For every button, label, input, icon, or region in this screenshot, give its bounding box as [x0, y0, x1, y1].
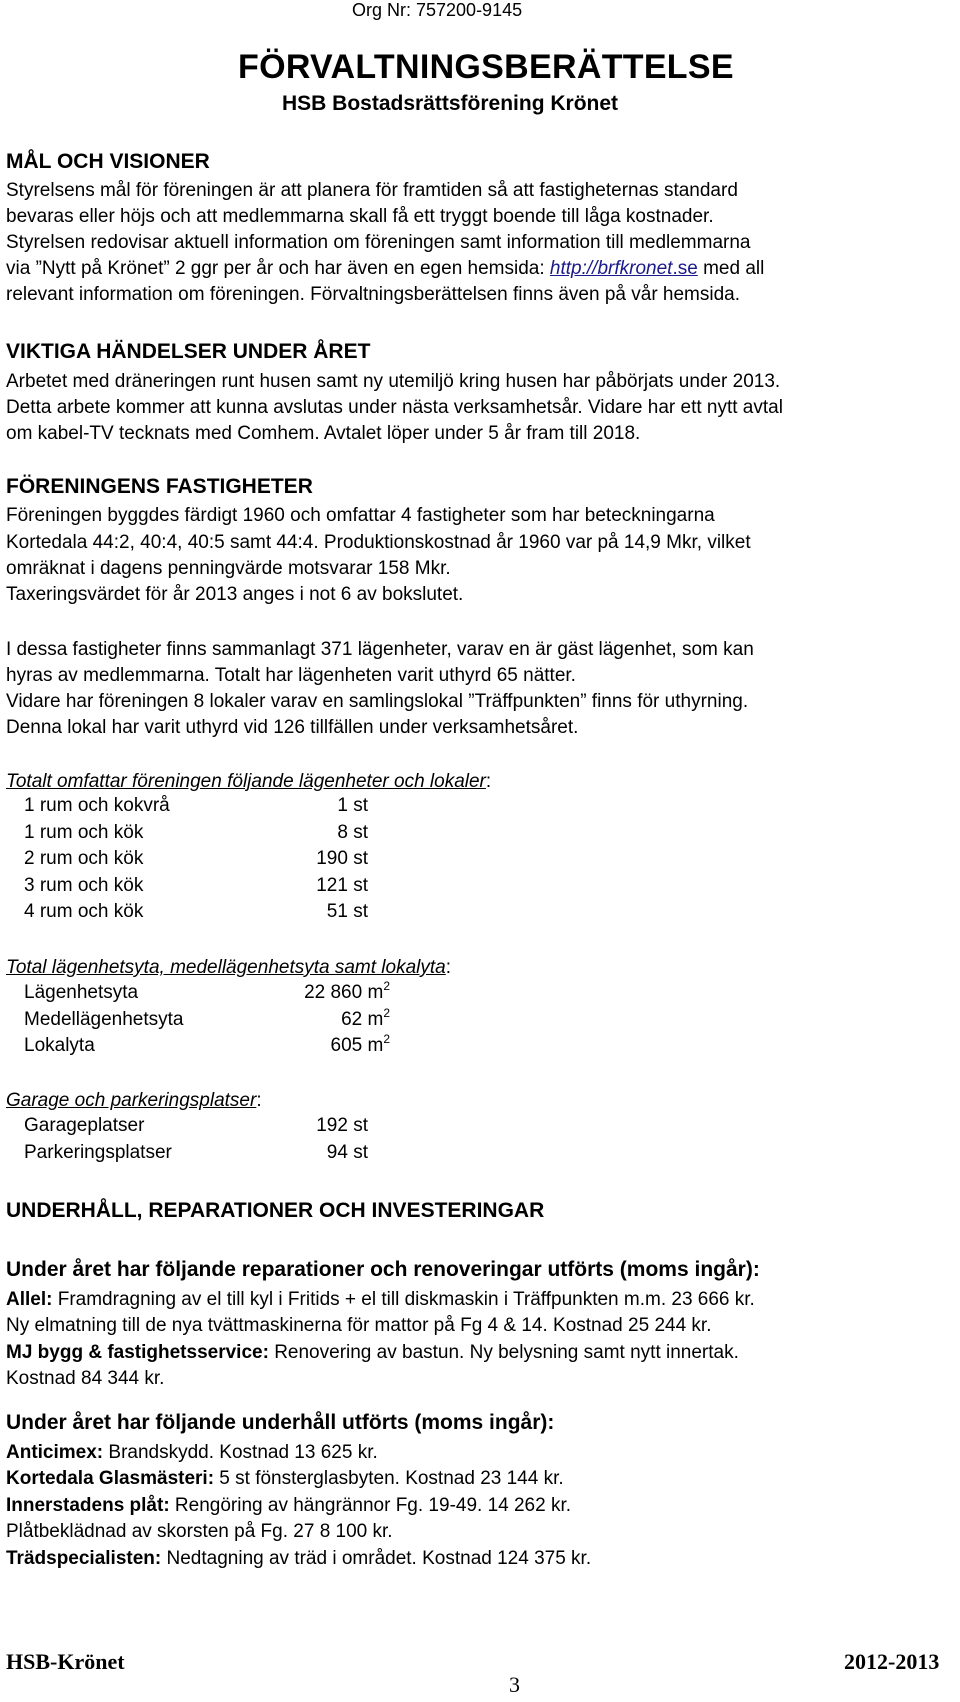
paragraph-line: Styrelsen redovisar aktuell information om föreningen samt information till medlemmarna	[6, 232, 751, 253]
row-label: 3 rum och kök	[24, 874, 144, 896]
paragraph-text: via ”Nytt på Krönet” 2 ggr per år och har även en egen hemsida:	[6, 258, 550, 279]
section-heading-mal: MÅL OCH VISIONER	[6, 150, 210, 173]
paragraph-line: MJ bygg & fastighetsservice: Renovering av bastun. Ny belysning samt nytt innertak.	[6, 1342, 739, 1363]
row-label: Parkeringsplatser	[24, 1141, 172, 1163]
footer-left: HSB-Krönet	[6, 1649, 125, 1674]
page-number: 3	[509, 1672, 520, 1697]
row-value: 51 st	[326, 901, 368, 922]
section-heading-underhall: UNDERHÅLL, REPARATIONER OCH INVESTERINGAR	[6, 1199, 545, 1222]
paragraph-line: Ny elmatning till de nya tvättmaskinerna för mattor på Fg 4 & 14. Kostnad 25 244 kr.	[6, 1315, 712, 1336]
row-value: 190 st	[316, 848, 368, 869]
paragraph-line: Kortedala Glasmästeri: 5 st fönsterglasbyten. Kostnad 23 144 kr.	[6, 1468, 564, 1489]
document-title: FÖRVALTNINGSBERÄTTELSE	[238, 48, 734, 86]
paragraph-line: I dessa fastigheter finns sammanlagt 371 lägenheter, varav en är gäst lägenhet, som kan	[6, 639, 754, 660]
row-value: 121 st	[316, 874, 368, 896]
table-row	[24, 1009, 390, 1036]
row-value: 605 $m^2$	[330, 1032, 390, 1056]
apartments-table	[24, 795, 368, 928]
org-number: Org Nr: 757200-9145	[352, 0, 523, 20]
section-heading-fastigheter: FÖRENINGENS FASTIGHETER	[6, 475, 313, 498]
footer-right: 2012-2013	[844, 1649, 940, 1674]
paragraph-line: relevant information om föreningen. Förvaltningsberättelsen finns även på vår hemsida.	[6, 284, 741, 305]
row-value: 192 st	[316, 1115, 368, 1136]
paragraph-line: Vidare har föreningen 8 lokaler varav en samlingslokal ”Träffpunkten” finns för uthyrning.	[6, 691, 749, 712]
table-row	[24, 901, 368, 928]
table-row	[24, 1115, 368, 1142]
paragraph-line: Detta arbete kommer att kunna avslutas under nästa verksamhetsår. Vidare har ett nytt avtal	[6, 397, 783, 418]
document-subtitle: HSB Bostadsrättsförening Krönet	[282, 92, 619, 115]
row-value: 1 st	[337, 795, 368, 816]
website-link[interactable]: http://brfkronet.se	[549, 258, 698, 279]
row-label: 1 rum och kök	[24, 821, 144, 843]
paragraph-line: bevaras eller höjs och att medlemmarna skall få ett tryggt boende till låga kostnader.	[6, 206, 714, 227]
row-label: 2 rum och kök	[24, 848, 144, 869]
paragraph-line: omräknat i dagens penningvärde motsvarar 158 Mkr.	[6, 558, 451, 579]
paragraph-text: med all	[697, 258, 765, 279]
table-row	[24, 848, 368, 875]
paragraph-line: Denna lokal har varit uthyrd vid 126 tillfällen under verksamhetsåret.	[6, 717, 579, 738]
paragraph-line: Allel: Framdragning av el till kyl i Fritids + el till diskmaskin i Träffpunkten m.m. 23 666 kr.	[6, 1289, 755, 1310]
row-label: 4 rum och kök	[24, 901, 144, 922]
areas-title: Total lägenhetsyta, medellägenhetsyta samt lokalyta:	[6, 957, 452, 978]
apartments-title: Totalt omfattar föreningen följande lägenheter och lokaler:	[6, 771, 492, 792]
row-value: 62 $m^2$	[341, 1005, 390, 1030]
row-label: Lägenhetsyta	[24, 982, 139, 1003]
table-row	[24, 822, 368, 849]
table-row	[24, 982, 390, 1009]
paragraph-line: Arbetet med dräneringen runt husen samt ny utemiljö kring husen har påbörjats under 2013.	[6, 371, 781, 392]
paragraph-line: hyras av medlemmarna. Totalt har lägenheten varit uthyrd 65 nätter.	[6, 665, 576, 686]
table-row	[24, 1035, 390, 1062]
row-value: 94 st	[326, 1141, 368, 1163]
section-heading-viktiga: VIKTIGA HÄNDELSER UNDER ÅRET	[6, 340, 371, 363]
paragraph-line: Kostnad 84 344 kr.	[6, 1368, 165, 1389]
table-row	[24, 875, 368, 902]
paragraph-line	[6, 256, 764, 282]
paragraph-line: Plåtbeklädnad av skorsten på Fg. 27 8 100 kr.	[6, 1521, 393, 1542]
paragraph-line: Anticimex: Brandskydd. Kostnad 13 625 kr.	[6, 1442, 378, 1463]
garage-table	[24, 1115, 368, 1168]
row-label: 1 rum och kokvrå	[24, 795, 170, 816]
paragraph-line: Kortedala 44:2, 40:4, 40:5 samt 44:4. Produktionskostnad år 1960 var på 14,9 Mkr, vilket	[6, 532, 751, 553]
row-value: 8 st	[337, 821, 368, 843]
row-label: Medellägenhetsyta	[24, 1008, 184, 1030]
row-label: Lokalyta	[24, 1035, 95, 1056]
paragraph-line: om kabel-TV tecknats med Comhem. Avtalet löper under 5 år fram till 2018.	[6, 423, 641, 444]
garage-title: Garage och parkeringsplatser:	[6, 1090, 262, 1111]
table-row	[24, 1142, 368, 1169]
paragraph-line: Styrelsens mål för föreningen är att planera för framtiden så att fastigheternas standard	[6, 180, 738, 201]
paragraph-line: Taxeringsvärdet för år 2013 anges i not 6 av bokslutet.	[6, 584, 464, 605]
table-row	[24, 795, 368, 822]
paragraph-line: Innerstadens plåt: Rengöring av hängrännor Fg. 19-49. 14 262 kr.	[6, 1495, 572, 1516]
repairs-heading: Under året har följande reparationer och renoveringar utförts (moms ingår):	[6, 1258, 760, 1281]
row-value: 22 860 $m^2$	[304, 979, 390, 1003]
row-label: Garageplatser	[24, 1115, 145, 1136]
areas-table	[24, 979, 390, 1062]
paragraph-line: Trädspecialisten: Nedtagning av träd i området. Kostnad 124 375 kr.	[6, 1548, 592, 1569]
paragraph-line: Föreningen byggdes färdigt 1960 och omfattar 4 fastigheter som har beteckningarna	[6, 505, 715, 526]
maintenance-heading: Under året har följande underhåll utförts (moms ingår):	[6, 1411, 555, 1434]
